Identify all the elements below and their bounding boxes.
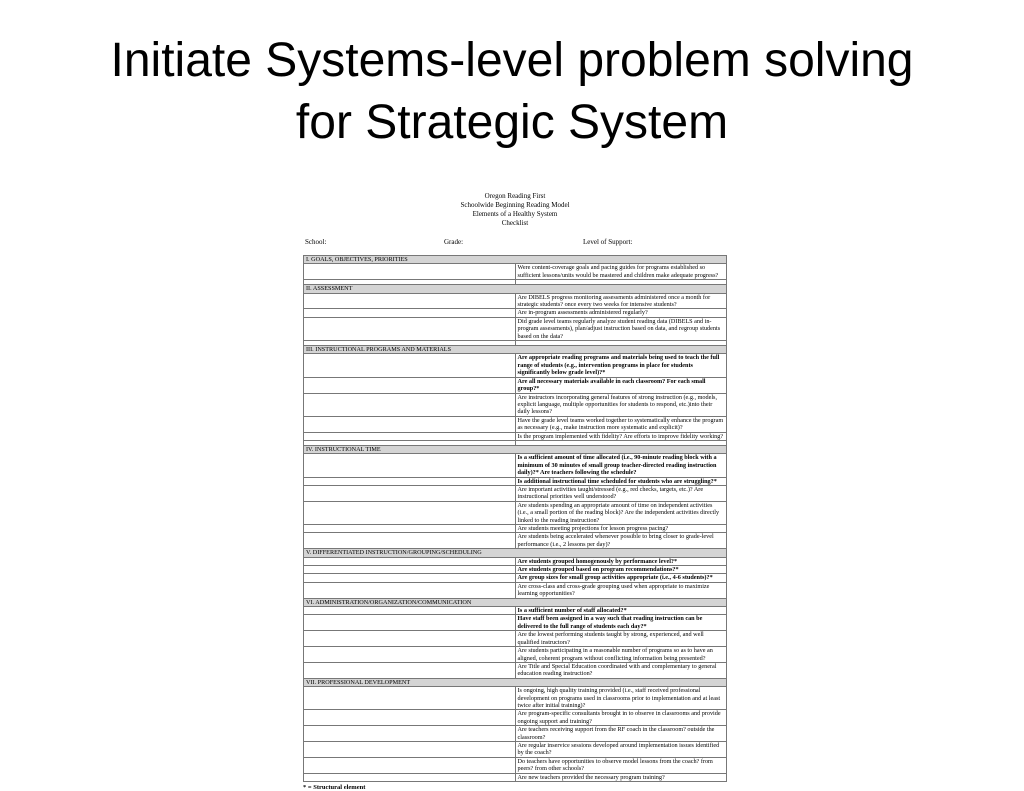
checklist-item-question: Are students spending an appropriate amount of time on independent activities (i.e., a small portion of the reading block)? Are the independent activities directly linked to the reading instruction? xyxy=(515,501,727,524)
checklist-item-question: Are regular inservice sessions developed around implementation issues identified by the coach? xyxy=(515,741,727,757)
checklist-item-question: Are all necessary materials available in each classroom? For each small group?* xyxy=(515,377,727,393)
slide-title-line-1: Initiate Systems-level problem solving xyxy=(110,34,914,87)
section-header xyxy=(304,598,727,606)
checklist-item xyxy=(304,354,727,377)
document-header-line: Oregon Reading First xyxy=(484,192,546,200)
checklist-item-marker-cell xyxy=(304,582,516,598)
checklist-item-question: Are students grouped based on program recommendations?* xyxy=(515,566,727,574)
section-header xyxy=(304,346,727,354)
checklist-item xyxy=(304,710,727,726)
checklist-item-question: Is ongoing, high quality training provided (i.e., staff received professional development on programs used in classrooms prior to implementation and at least twice after initial training)? xyxy=(515,687,727,710)
section-title: I. GOALS, OBJECTIVES, PRIORITIES xyxy=(304,256,727,264)
checklist-item-marker-cell xyxy=(304,687,516,710)
document-header-line: Checklist xyxy=(501,219,529,227)
checklist-item-marker-cell xyxy=(304,485,516,501)
section-header xyxy=(304,445,727,453)
checklist-item xyxy=(304,525,727,533)
checklist-item xyxy=(304,309,727,317)
checklist-item-marker-cell xyxy=(304,566,516,574)
document-fields xyxy=(303,238,727,248)
section-header xyxy=(304,285,727,293)
checklist-item-marker-cell xyxy=(304,726,516,742)
checklist-table xyxy=(303,255,727,782)
document-header-line: Elements of a Healthy System xyxy=(472,210,558,218)
checklist-item-question: Are students being accelerated whenever possible to bring closer to grade-level performance (i.e., 2 lessons per day)? xyxy=(515,533,727,549)
checklist-item xyxy=(304,477,727,485)
checklist-item-question: Are important activities taught/stressed (e.g., red checks, targets, etc.)? Are instructional priorities well understood? xyxy=(515,485,727,501)
section-title: III. INSTRUCTIONAL PROGRAMS AND MATERIALS xyxy=(304,346,727,354)
checklist-item-marker-cell xyxy=(304,354,516,377)
checklist-item xyxy=(304,647,727,663)
checklist-item-question: Are students participating in a reasonable number of programs so as to have an aligned, coherent program without conflicting information being presented? xyxy=(515,647,727,663)
checklist-item-question: Are students meeting projections for lesson progress pacing? xyxy=(515,525,727,533)
footnote: * = Structural element xyxy=(303,784,366,791)
checklist-item-question: Are group sizes for small group activities appropriate (i.e., 4-6 students)?* xyxy=(515,574,727,582)
checklist-item xyxy=(304,631,727,647)
checklist-item-question: Are in-program assessments administered regularly? xyxy=(515,309,727,317)
checklist-item xyxy=(304,726,727,742)
checklist-item-question: Are program-specific consultants brought in to observe in classrooms and provide ongoing support and training? xyxy=(515,710,727,726)
checklist-item xyxy=(304,574,727,582)
section-title: VI. ADMINISTRATION/ORGANIZATION/COMMUNICATION xyxy=(304,598,727,606)
checklist-item-question: Did grade level teams regularly analyze student reading data (DIBELS and in-program assessments), plan/adjust instruction based on data, and regroup students based on the data? xyxy=(515,317,727,340)
checklist-item-marker-cell xyxy=(304,501,516,524)
checklist-item-marker-cell xyxy=(304,393,516,416)
checklist-item xyxy=(304,741,727,757)
checklist-item-marker-cell xyxy=(304,432,516,440)
checklist-item-question: Are appropriate reading programs and materials being used to teach the full range of students (e.g., intervention programs in place for students significantly below grade level)?* xyxy=(515,354,727,377)
checklist-item-marker-cell xyxy=(304,647,516,663)
checklist-item-marker-cell xyxy=(304,525,516,533)
checklist-item-question: Have the grade level teams worked together to systematically enhance the program as necessary (e.g., make instruction more systematic and explicit)? xyxy=(515,416,727,432)
checklist-item xyxy=(304,393,727,416)
checklist-item xyxy=(304,582,727,598)
section-header xyxy=(304,678,727,686)
checklist-item-question: Are cross-class and cross-grade grouping used when appropriate to maximize learning opportunities? xyxy=(515,582,727,598)
checklist-item-marker-cell xyxy=(304,607,516,615)
checklist-item-question: Is a sufficient number of staff allocated?* xyxy=(515,607,727,615)
checklist-item-question: Are Title and Special Education coordinated with and complementary to general education reading instruction? xyxy=(515,662,727,678)
document-header xyxy=(303,192,727,228)
checklist-item-question: Are the lowest performing students taught by strong, experienced, and well qualified instructors? xyxy=(515,631,727,647)
checklist-item-question: Are students grouped homogenously by performance level?* xyxy=(515,557,727,565)
checklist-item xyxy=(304,566,727,574)
checklist-item xyxy=(304,293,727,309)
checklist-item-marker-cell xyxy=(304,293,516,309)
section-title: IV. INSTRUCTIONAL TIME xyxy=(304,445,727,453)
checklist-item xyxy=(304,773,727,781)
checklist-item-question: Are instructors incorporating general features of strong instruction (e.g., models, explicit language, multiple opportunities for students to respond, etc.)into their daily lessons? xyxy=(515,393,727,416)
checklist-item xyxy=(304,317,727,340)
checklist-item-question: Have staff been assigned in a way such that reading instruction can be delivered to the full range of students each day?* xyxy=(515,615,727,631)
section-title: II. ASSESSMENT xyxy=(304,285,727,293)
checklist-item xyxy=(304,377,727,393)
checklist-item xyxy=(304,757,727,773)
checklist-item-question: Is additional instructional time scheduled for students who are struggling?* xyxy=(515,477,727,485)
checklist-item xyxy=(304,485,727,501)
checklist-item xyxy=(304,662,727,678)
checklist-item-marker-cell xyxy=(304,317,516,340)
checklist-item-marker-cell xyxy=(304,741,516,757)
checklist-document xyxy=(303,192,727,791)
grade-field-label: Grade: xyxy=(444,238,464,246)
checklist-item-marker-cell xyxy=(304,662,516,678)
checklist-item-marker-cell xyxy=(304,377,516,393)
checklist-item-question: Is the program implemented with fidelity? Are efforts to improve fidelity working? xyxy=(515,432,727,440)
section-header xyxy=(304,549,727,557)
checklist-item-marker-cell xyxy=(304,710,516,726)
checklist-item xyxy=(304,416,727,432)
checklist-item-marker-cell xyxy=(304,477,516,485)
checklist-item xyxy=(304,264,727,280)
checklist-item-marker-cell xyxy=(304,557,516,565)
level-of-support-field-label: Level of Support: xyxy=(583,238,633,246)
slide-title xyxy=(0,30,1024,154)
checklist-item-marker-cell xyxy=(304,264,516,280)
checklist-item-marker-cell xyxy=(304,454,516,477)
section-header xyxy=(304,256,727,264)
school-field-label: School: xyxy=(305,238,327,246)
checklist-item-marker-cell xyxy=(304,416,516,432)
checklist-item-question: Were content-coverage goals and pacing guides for programs established so sufficient lessons/units would be mastered and children make adequate progress? xyxy=(515,264,727,280)
checklist-item-question: Do teachers have opportunities to observe model lessons from the coach? from peers? from other schools? xyxy=(515,757,727,773)
checklist-item xyxy=(304,454,727,477)
checklist-item-marker-cell xyxy=(304,631,516,647)
checklist-item-question: Are teachers receiving support from the RF coach in the classroom? outside the classroom? xyxy=(515,726,727,742)
checklist-item xyxy=(304,687,727,710)
checklist-item xyxy=(304,501,727,524)
section-title: V. DIFFERENTIATED INSTRUCTION/GROUPING/SCHEDULING xyxy=(304,549,727,557)
checklist-item-question: Is a sufficient amount of time allocated (i.e., 90-minute reading block with a minimum of 30 minutes of small group teacher-directed reading instruction daily)?* Are teachers following the schedule? xyxy=(515,454,727,477)
document-header-line: Schoolwide Beginning Reading Model xyxy=(460,201,570,209)
checklist-item-marker-cell xyxy=(304,773,516,781)
slide-title-line-2: for Strategic System xyxy=(295,96,729,149)
checklist-item xyxy=(304,533,727,549)
checklist-item-marker-cell xyxy=(304,757,516,773)
checklist-item-question: Are new teachers provided the necessary program training? xyxy=(515,773,727,781)
checklist-item xyxy=(304,615,727,631)
section-title: VII. PROFESSIONAL DEVELOPMENT xyxy=(304,678,727,686)
checklist-item-marker-cell xyxy=(304,309,516,317)
checklist-item xyxy=(304,607,727,615)
checklist-item-marker-cell xyxy=(304,574,516,582)
checklist-item-marker-cell xyxy=(304,533,516,549)
checklist-item-question: Are DIBELS progress monitoring assessments administered once a month for strategic students? once every two weeks for intensive students? xyxy=(515,293,727,309)
checklist-item-marker-cell xyxy=(304,615,516,631)
checklist-item xyxy=(304,557,727,565)
checklist-item xyxy=(304,432,727,440)
